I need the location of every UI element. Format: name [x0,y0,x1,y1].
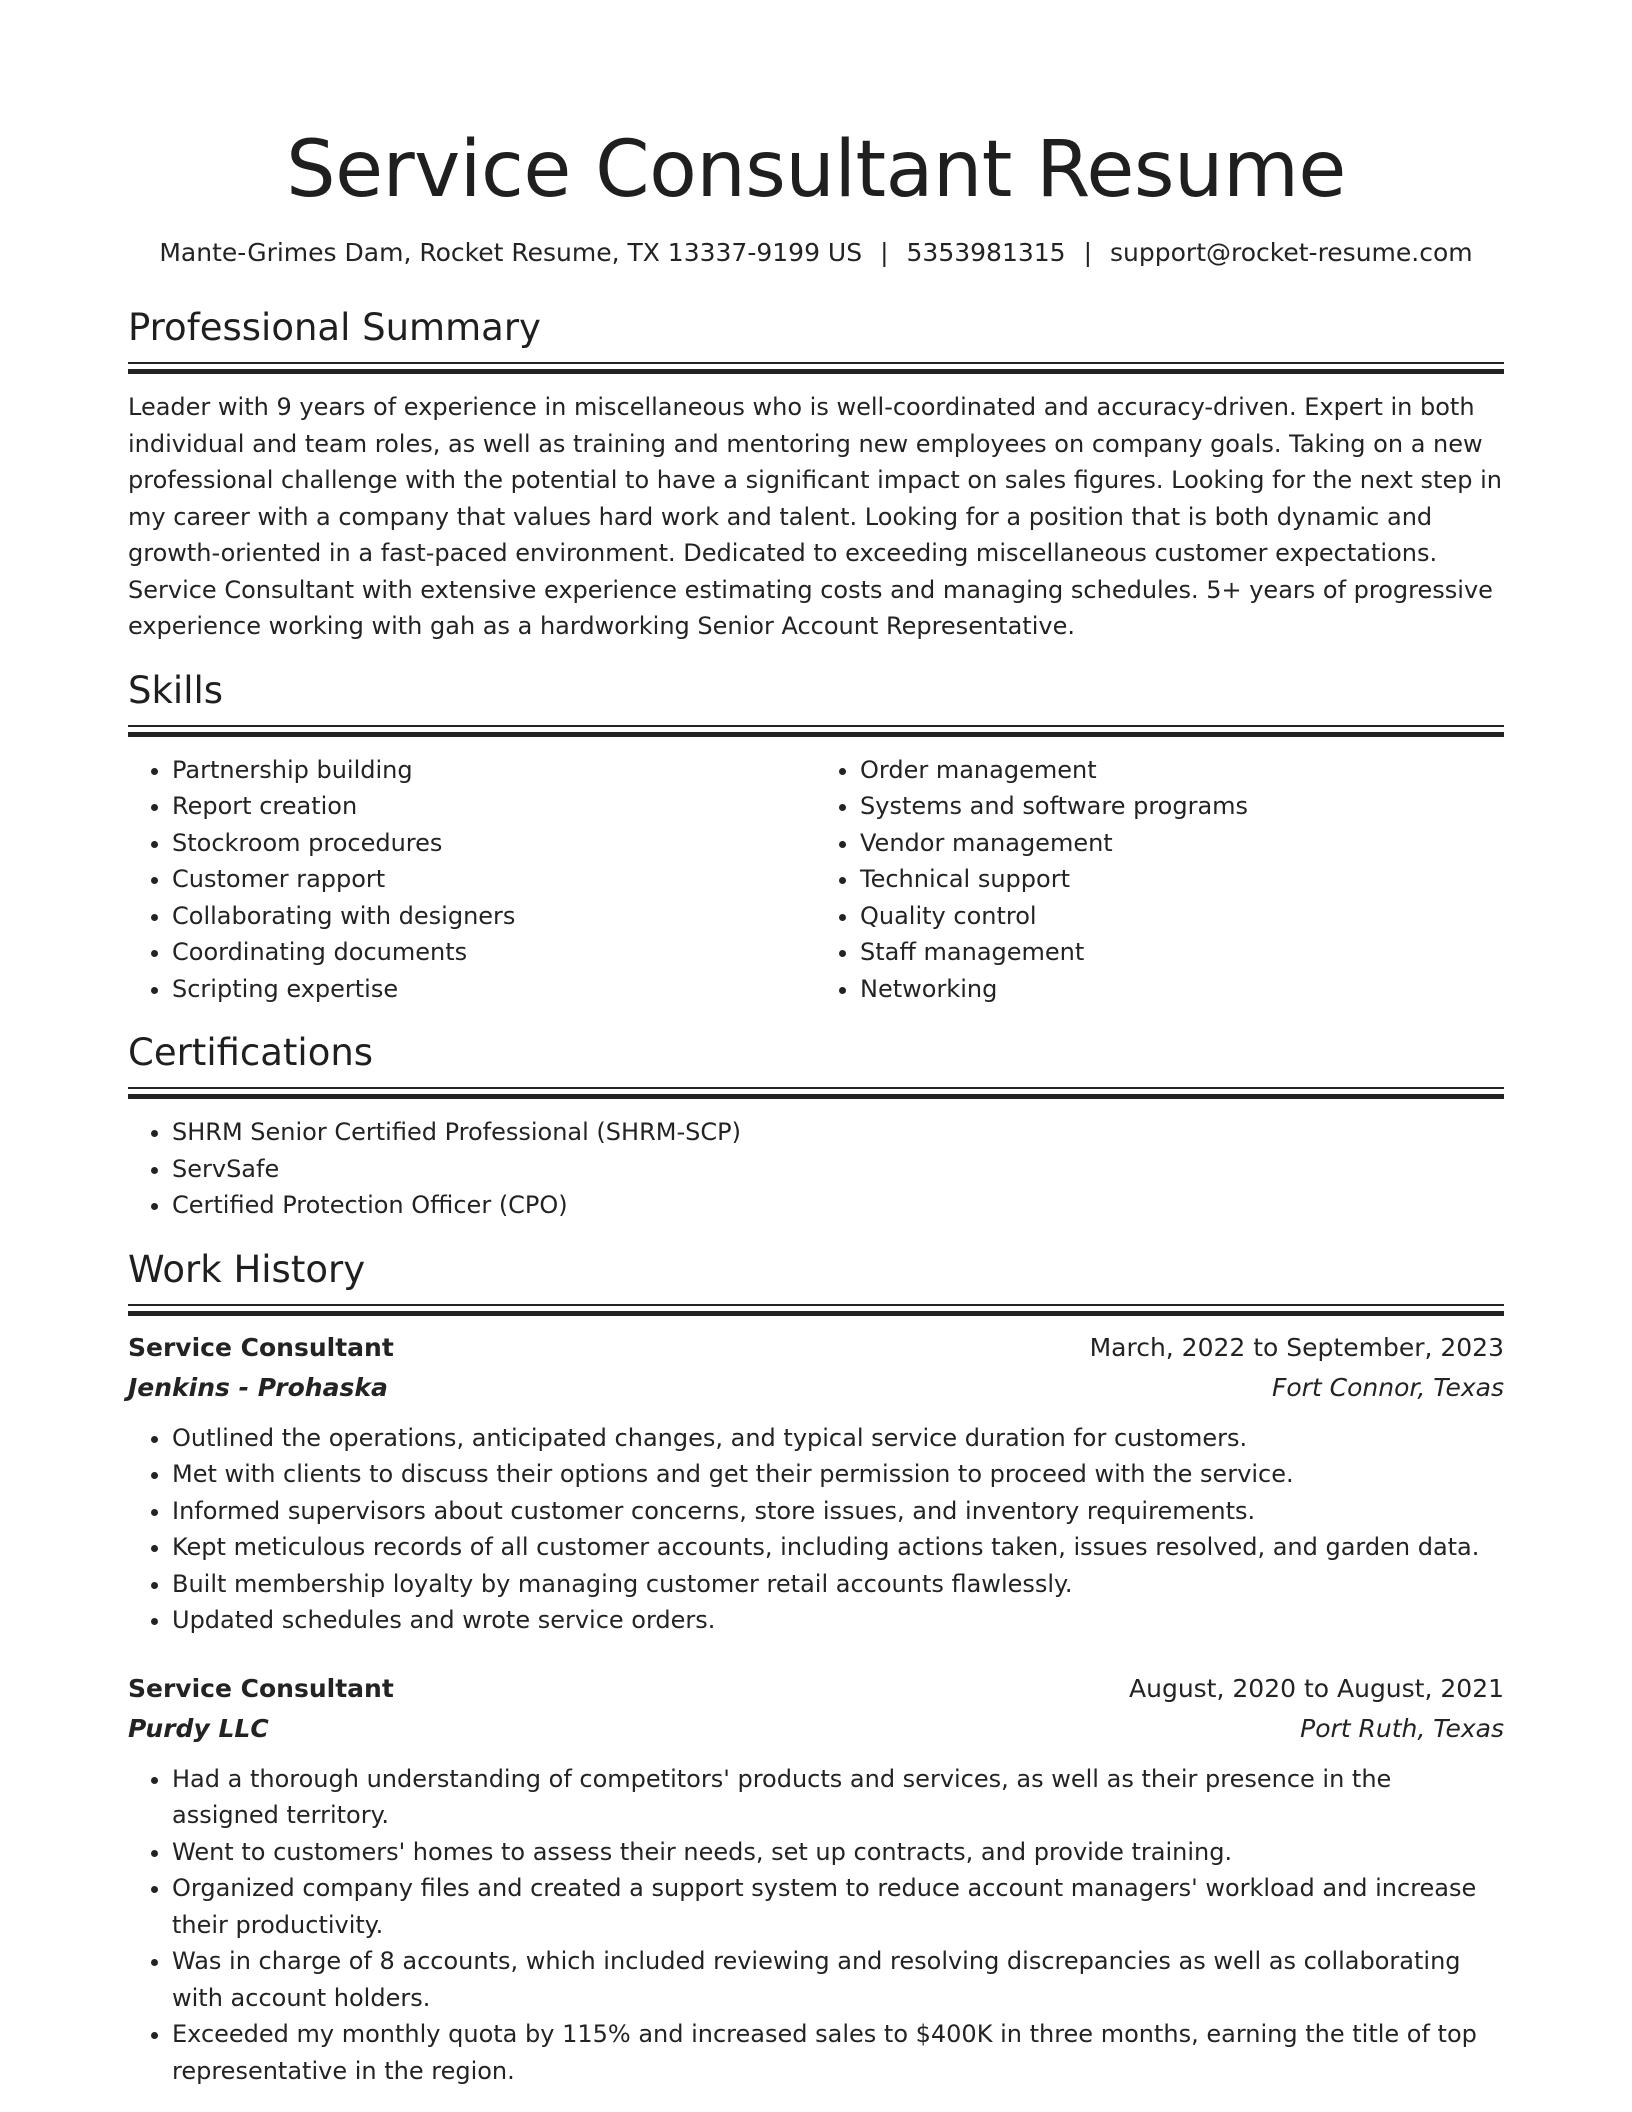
list-item: • Organized company files and created a support system to reduce account managers' workload and increase their productivity. [172,1870,1504,1943]
list-item: • Order management [860,752,1504,789]
list-item: • Was in charge of 8 accounts, which included reviewing and resolving discrepancies as well as collaborating with account holders. [172,1943,1504,2016]
list-item: • Outlined the operations, anticipated changes, and typical service duration for customers. [172,1420,1504,1457]
job-dates: March, 2022 to September, 2023 [1089,1332,1504,1362]
list-item: • Partnership building [172,752,816,789]
job-company: Jenkins - Prohaska [128,1372,388,1402]
section-divider [128,1304,1504,1318]
list-item: • Quality control [860,898,1504,935]
job-location: Fort Connor, Texas [1271,1372,1504,1402]
list-item: • Technical support [860,861,1504,898]
list-item: • Exceeded my monthly quota by 115% and increased sales to $400K in three months, earning the title of top representative in the region. [172,2016,1504,2089]
skills-list-right [816,752,1504,1008]
skills-columns [128,752,1504,1008]
contact-address: Mante-Grimes Dam, Rocket Resume, TX 13337-9199 US [159,238,863,267]
job-subheader [128,1709,1504,1749]
list-item: • Report creation [172,788,816,825]
list-item: • Had a thorough understanding of competitors' products and services, as well as their presence in the assigned territory. [172,1761,1504,1834]
job-entry [128,1328,1504,1639]
list-item: • Vendor management [860,825,1504,862]
contact-line [128,238,1504,268]
skills-section [128,669,1504,1008]
job-location: Port Ruth, Texas [1300,1713,1504,1743]
job-title: Service Consultant [128,1332,394,1362]
list-item: • ServSafe [172,1151,1504,1188]
job-entry [128,1669,1504,2090]
work-history-section [128,1248,1504,2090]
certifications-heading: Certifications [128,1031,374,1074]
list-item: • Staff management [860,934,1504,971]
list-item: • Informed supervisors about customer concerns, store issues, and inventory requirements. [172,1493,1504,1530]
resume-title: Service Consultant Resume [286,125,1346,215]
job-company: Purdy LLC [128,1713,269,1743]
list-item: • Kept meticulous records of all customer accounts, including actions taken, issues resolved, and garden data. [172,1529,1504,1566]
list-item: • Updated schedules and wrote service orders. [172,1602,1504,1639]
job-header [128,1328,1504,1368]
skills-heading: Skills [128,668,224,712]
job-header [128,1669,1504,1709]
contact-separator: | [1083,238,1093,267]
summary-text: Leader with 9 years of experience in miscellaneous who is well-coordinated and accuracy-driven. Expert in both individual and team roles, as well as training and mentoring new employees on company goals. Taking on a new professional challenge with the potential to have a significant impact on sales figures. Looking for the next step in my career with a company that values hard work and talent. Looking for a position that is both dynamic and growth-oriented in a fast-paced environment. Dedicated to exceeding miscellaneous customer expectations. Service Consultant with extensive experience estimating costs and managing schedules. 5+ years of progressive experience working with gah as a hardworking Senior Account Representative. [128,393,1502,640]
list-item: • Built membership loyalty by managing customer retail accounts flawlessly. [172,1566,1504,1603]
list-item: • Met with clients to discuss their options and get their permission to proceed with the service. [172,1456,1504,1493]
list-item: • Collaborating with designers [172,898,816,935]
list-item: • Networking [860,971,1504,1008]
list-item: • Stockroom procedures [172,825,816,862]
section-divider [128,362,1504,376]
job-subheader [128,1368,1504,1408]
list-item: • SHRM Senior Certified Professional (SHRM-SCP) [172,1114,1504,1151]
job-title: Service Consultant [128,1673,394,1703]
list-item: • Certified Protection Officer (CPO) [172,1187,1504,1224]
list-item: • Systems and software programs [860,788,1504,825]
contact-separator: | [880,238,889,267]
resume-page [128,0,1504,2089]
contact-phone: 5353981315 [906,238,1066,267]
list-item: • Coordinating documents [172,934,816,971]
work-history-heading: Work History [128,1247,366,1291]
job-bullets [128,1761,1504,2090]
certifications-list [128,1114,1504,1224]
summary-section [128,306,1504,645]
skills-list-left [128,752,816,1008]
section-divider [128,725,1504,739]
section-divider [128,1087,1504,1101]
job-dates: August, 2020 to August, 2021 [1129,1673,1504,1703]
certifications-section [128,1031,1504,1224]
summary-heading: Professional Summary [128,306,541,349]
list-item: • Went to customers' homes to assess their needs, set up contracts, and provide training. [172,1834,1504,1871]
contact-email: support@rocket-resume.com [1110,238,1473,267]
list-item: • Customer rapport [172,861,816,898]
list-item: • Scripting expertise [172,971,816,1008]
job-bullets [128,1420,1504,1639]
